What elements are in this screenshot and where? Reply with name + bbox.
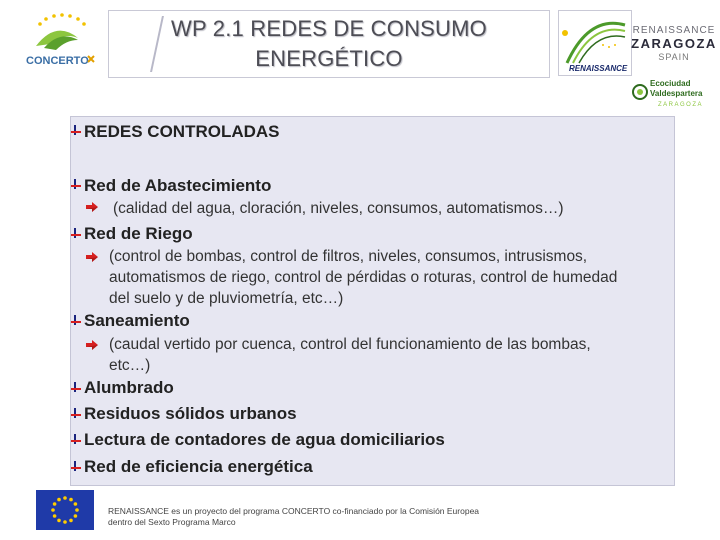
list-item-red-riego: Red de Riego [84, 224, 193, 243]
renaissance-logo [558, 10, 632, 76]
concerto-logo [16, 10, 106, 70]
country-label: SPAIN [658, 52, 690, 62]
bullet-icon [71, 382, 81, 392]
title-box [108, 10, 550, 78]
renaissance-logo-graphic [559, 11, 631, 75]
bullet-icon [71, 315, 81, 325]
list-item-redes-controladas: REDES CONTROLADAS [84, 122, 280, 141]
bullet-icon [71, 125, 81, 135]
list-item-red-abastecimiento: Red de Abastecimiento [84, 176, 272, 195]
bullet-icon [71, 179, 81, 189]
ecociudad-line2: Valdespartera [650, 89, 703, 98]
eu-stars-icon [36, 490, 94, 530]
bullet-icon [71, 461, 81, 471]
sub-item-red-abastecimiento: (calidad del agua, cloración, niveles, consumos, automatismos…) [113, 200, 564, 217]
list-item-alumbrado: Alumbrado [84, 378, 174, 397]
bullet-icon [71, 434, 81, 444]
footer-line2: dentro del Sexto Programa Marco [108, 517, 236, 527]
list-item-lectura-contadores: Lectura de contadores de agua domiciliarios [84, 430, 445, 449]
renaissance-label: RENAISSANCE [632, 25, 716, 36]
ecociudad-line3: ZARAGOZA [658, 102, 704, 108]
sub-item-red-riego: (control de bombas, control de filtros, niveles, consumos, intrusismos, automatismos de riego, control de pérdidas o roturas, control de humedad del suelo y de pluviometría, etc…) [109, 248, 618, 307]
bullet-icon [71, 228, 81, 238]
eu-flag-icon [36, 490, 94, 530]
list-item-residuos: Residuos sólidos urbanos [84, 404, 297, 423]
city-label: ZARAGOZA [631, 36, 717, 51]
list-item-saneamiento: Saneamiento [84, 311, 190, 330]
footer-note [108, 506, 568, 528]
page-title-line2: ENERGÉTICO [255, 46, 403, 71]
page-title-line1: WP 2.1 REDES DE CONSUMO [171, 16, 487, 41]
concerto-logo-graphic [16, 10, 106, 70]
ecociudad-line1: Ecociudad [650, 79, 691, 88]
list-item-eficiencia-energetica: Red de eficiencia energética [84, 457, 313, 476]
footer-line1: RENAISSANCE es un proyecto del programa CONCERTO co-financiado por la Comisión Europea [108, 506, 480, 516]
sub-bullet-arrow-icon [86, 340, 98, 350]
bullet-icon [71, 408, 81, 418]
renaissance-logo-text: RENAISSANCE [569, 64, 628, 73]
sub-bullet-arrow-icon [86, 252, 98, 262]
sub-bullet-arrow-icon [86, 202, 98, 212]
ecociudad-logo-graphic [632, 74, 708, 112]
sub-item-saneamiento: (caudal vertido por cuenca, control del funcionamiento de las bombas, etc…) [109, 336, 591, 374]
concerto-logo-text: CONCERTO [26, 55, 89, 67]
ecociudad-logo [632, 74, 708, 112]
